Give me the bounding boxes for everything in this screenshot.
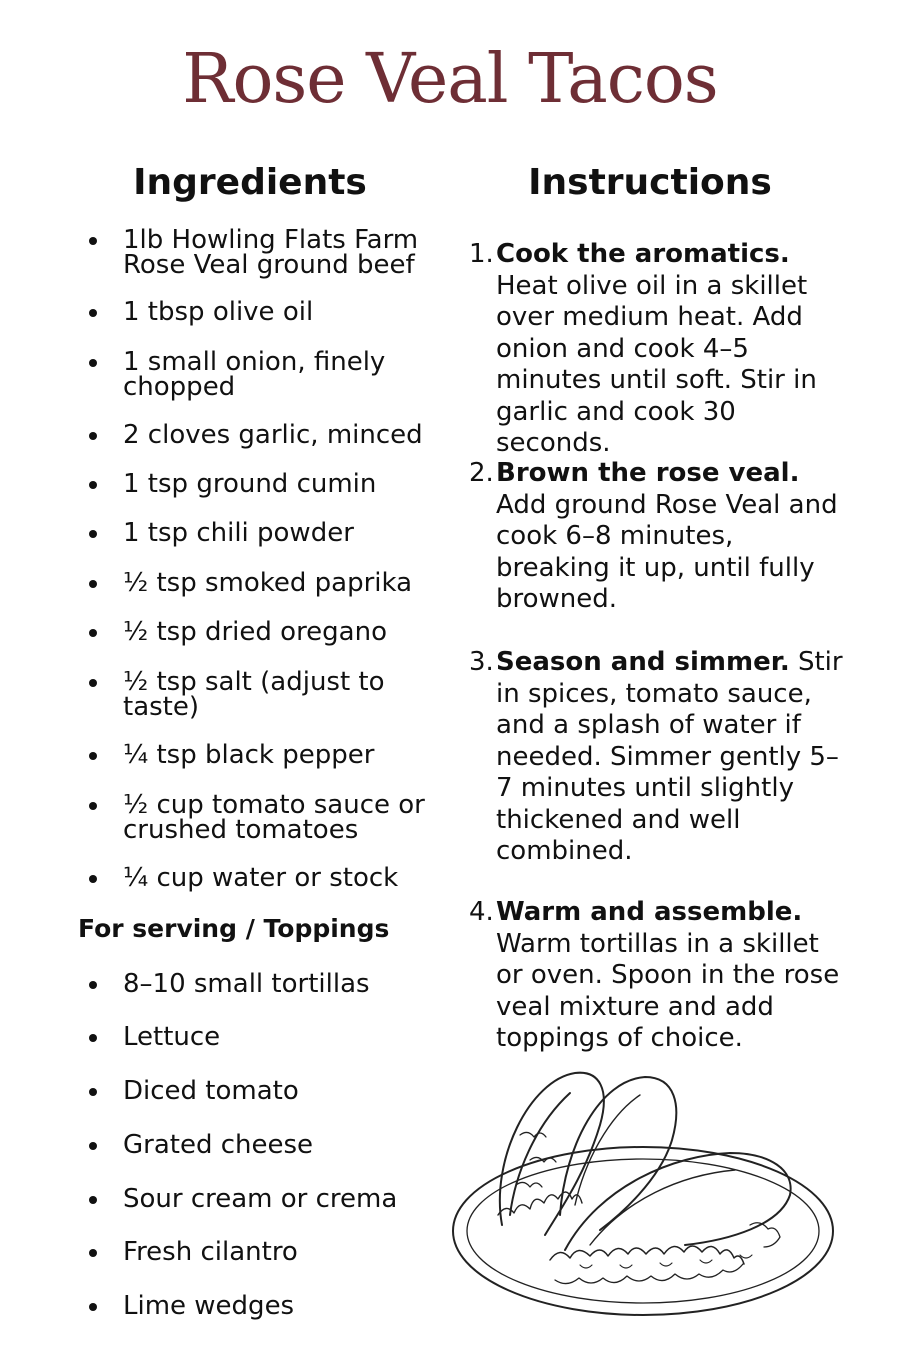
plate-icon — [453, 1147, 833, 1315]
topping-item: Grated cheese — [123, 1133, 443, 1158]
bullet-icon — [89, 629, 97, 637]
step-text: Stir in spices, tomato sauce, and a splash of water if needed. Simmer gently 5–7 minutes until slightly thickened and well combined. — [496, 647, 843, 866]
topping-item: Fresh cilantro — [123, 1240, 443, 1265]
step-text: Heat olive oil in a skillet over medium heat. Add onion and cook 4–5 minutes until soft. Stir in garlic and cook 30 seconds. — [496, 270, 817, 458]
step-title: Cook the aromatics. — [496, 239, 790, 269]
ingredient-item: 1lb Howling Flats Farm Rose Veal ground beef — [123, 228, 443, 278]
bullet-icon — [89, 580, 97, 588]
recipe-title: Rose Veal Tacos — [182, 40, 718, 119]
bullet-icon — [89, 1088, 97, 1096]
step-number: 4. — [469, 897, 494, 927]
ingredient-item: ½ tsp smoked paprika — [123, 571, 443, 596]
bullet-icon — [89, 1196, 97, 1204]
bullet-icon — [89, 359, 97, 367]
bullet-icon — [89, 1303, 97, 1311]
bullet-icon — [89, 481, 97, 489]
instruction-step — [469, 239, 846, 460]
instruction-step — [469, 647, 846, 868]
step-number: 1. — [469, 239, 494, 269]
ingredient-item: ½ tsp dried oregano — [123, 620, 443, 645]
bullet-icon — [89, 237, 97, 245]
step-text: Warm tortillas in a skillet or oven. Spoon in the rose veal mixture and add toppings of choice. — [496, 928, 840, 1053]
bullet-icon — [89, 432, 97, 440]
step-number: 3. — [469, 647, 494, 677]
topping-item: Diced tomato — [123, 1079, 443, 1104]
bullet-icon — [89, 530, 97, 538]
ingredient-item: ½ tsp salt (adjust to taste) — [123, 670, 443, 720]
bullet-icon — [89, 1249, 97, 1257]
step-title: Season and simmer. — [496, 647, 790, 677]
taco-shell-icon — [560, 1077, 676, 1230]
topping-item: Lettuce — [123, 1025, 443, 1050]
ingredient-item: 1 small onion, finely chopped — [123, 350, 443, 400]
ingredient-item: ¼ tsp black pepper — [123, 743, 443, 768]
bullet-icon — [89, 1142, 97, 1150]
bullet-icon — [89, 752, 97, 760]
bullet-icon — [89, 309, 97, 317]
step-title: Warm and assemble. — [496, 897, 803, 927]
step-title: Brown the rose veal. — [496, 458, 800, 488]
instructions-heading: Instructions — [528, 162, 772, 203]
bullet-icon — [89, 875, 97, 883]
ingredient-item: 1 tsp ground cumin — [123, 472, 443, 497]
ingredients-heading: Ingredients — [133, 162, 367, 203]
bullet-icon — [89, 679, 97, 687]
instruction-step — [469, 897, 846, 1055]
step-number: 2. — [469, 458, 494, 488]
ingredient-item: 1 tsp chili powder — [123, 521, 443, 546]
bullet-icon — [89, 1034, 97, 1042]
ingredient-item: ¼ cup water or stock — [123, 866, 443, 891]
bullet-icon — [89, 802, 97, 810]
ingredient-item: ½ cup tomato sauce or crushed tomatoes — [123, 793, 443, 843]
step-text: Add ground Rose Veal and cook 6–8 minutes, breaking it up, until fully browned. — [496, 489, 838, 614]
topping-item: 8–10 small tortillas — [123, 972, 443, 997]
bullet-icon — [89, 981, 97, 989]
instruction-step — [469, 458, 846, 616]
topping-item: Sour cream or crema — [123, 1187, 443, 1212]
ingredient-item: 1 tbsp olive oil — [123, 300, 443, 325]
topping-item: Lime wedges — [123, 1294, 443, 1319]
ingredient-item: 2 cloves garlic, minced — [123, 423, 443, 448]
serving-heading: For serving / Toppings — [78, 914, 390, 943]
tacos-illustration — [450, 1065, 840, 1325]
